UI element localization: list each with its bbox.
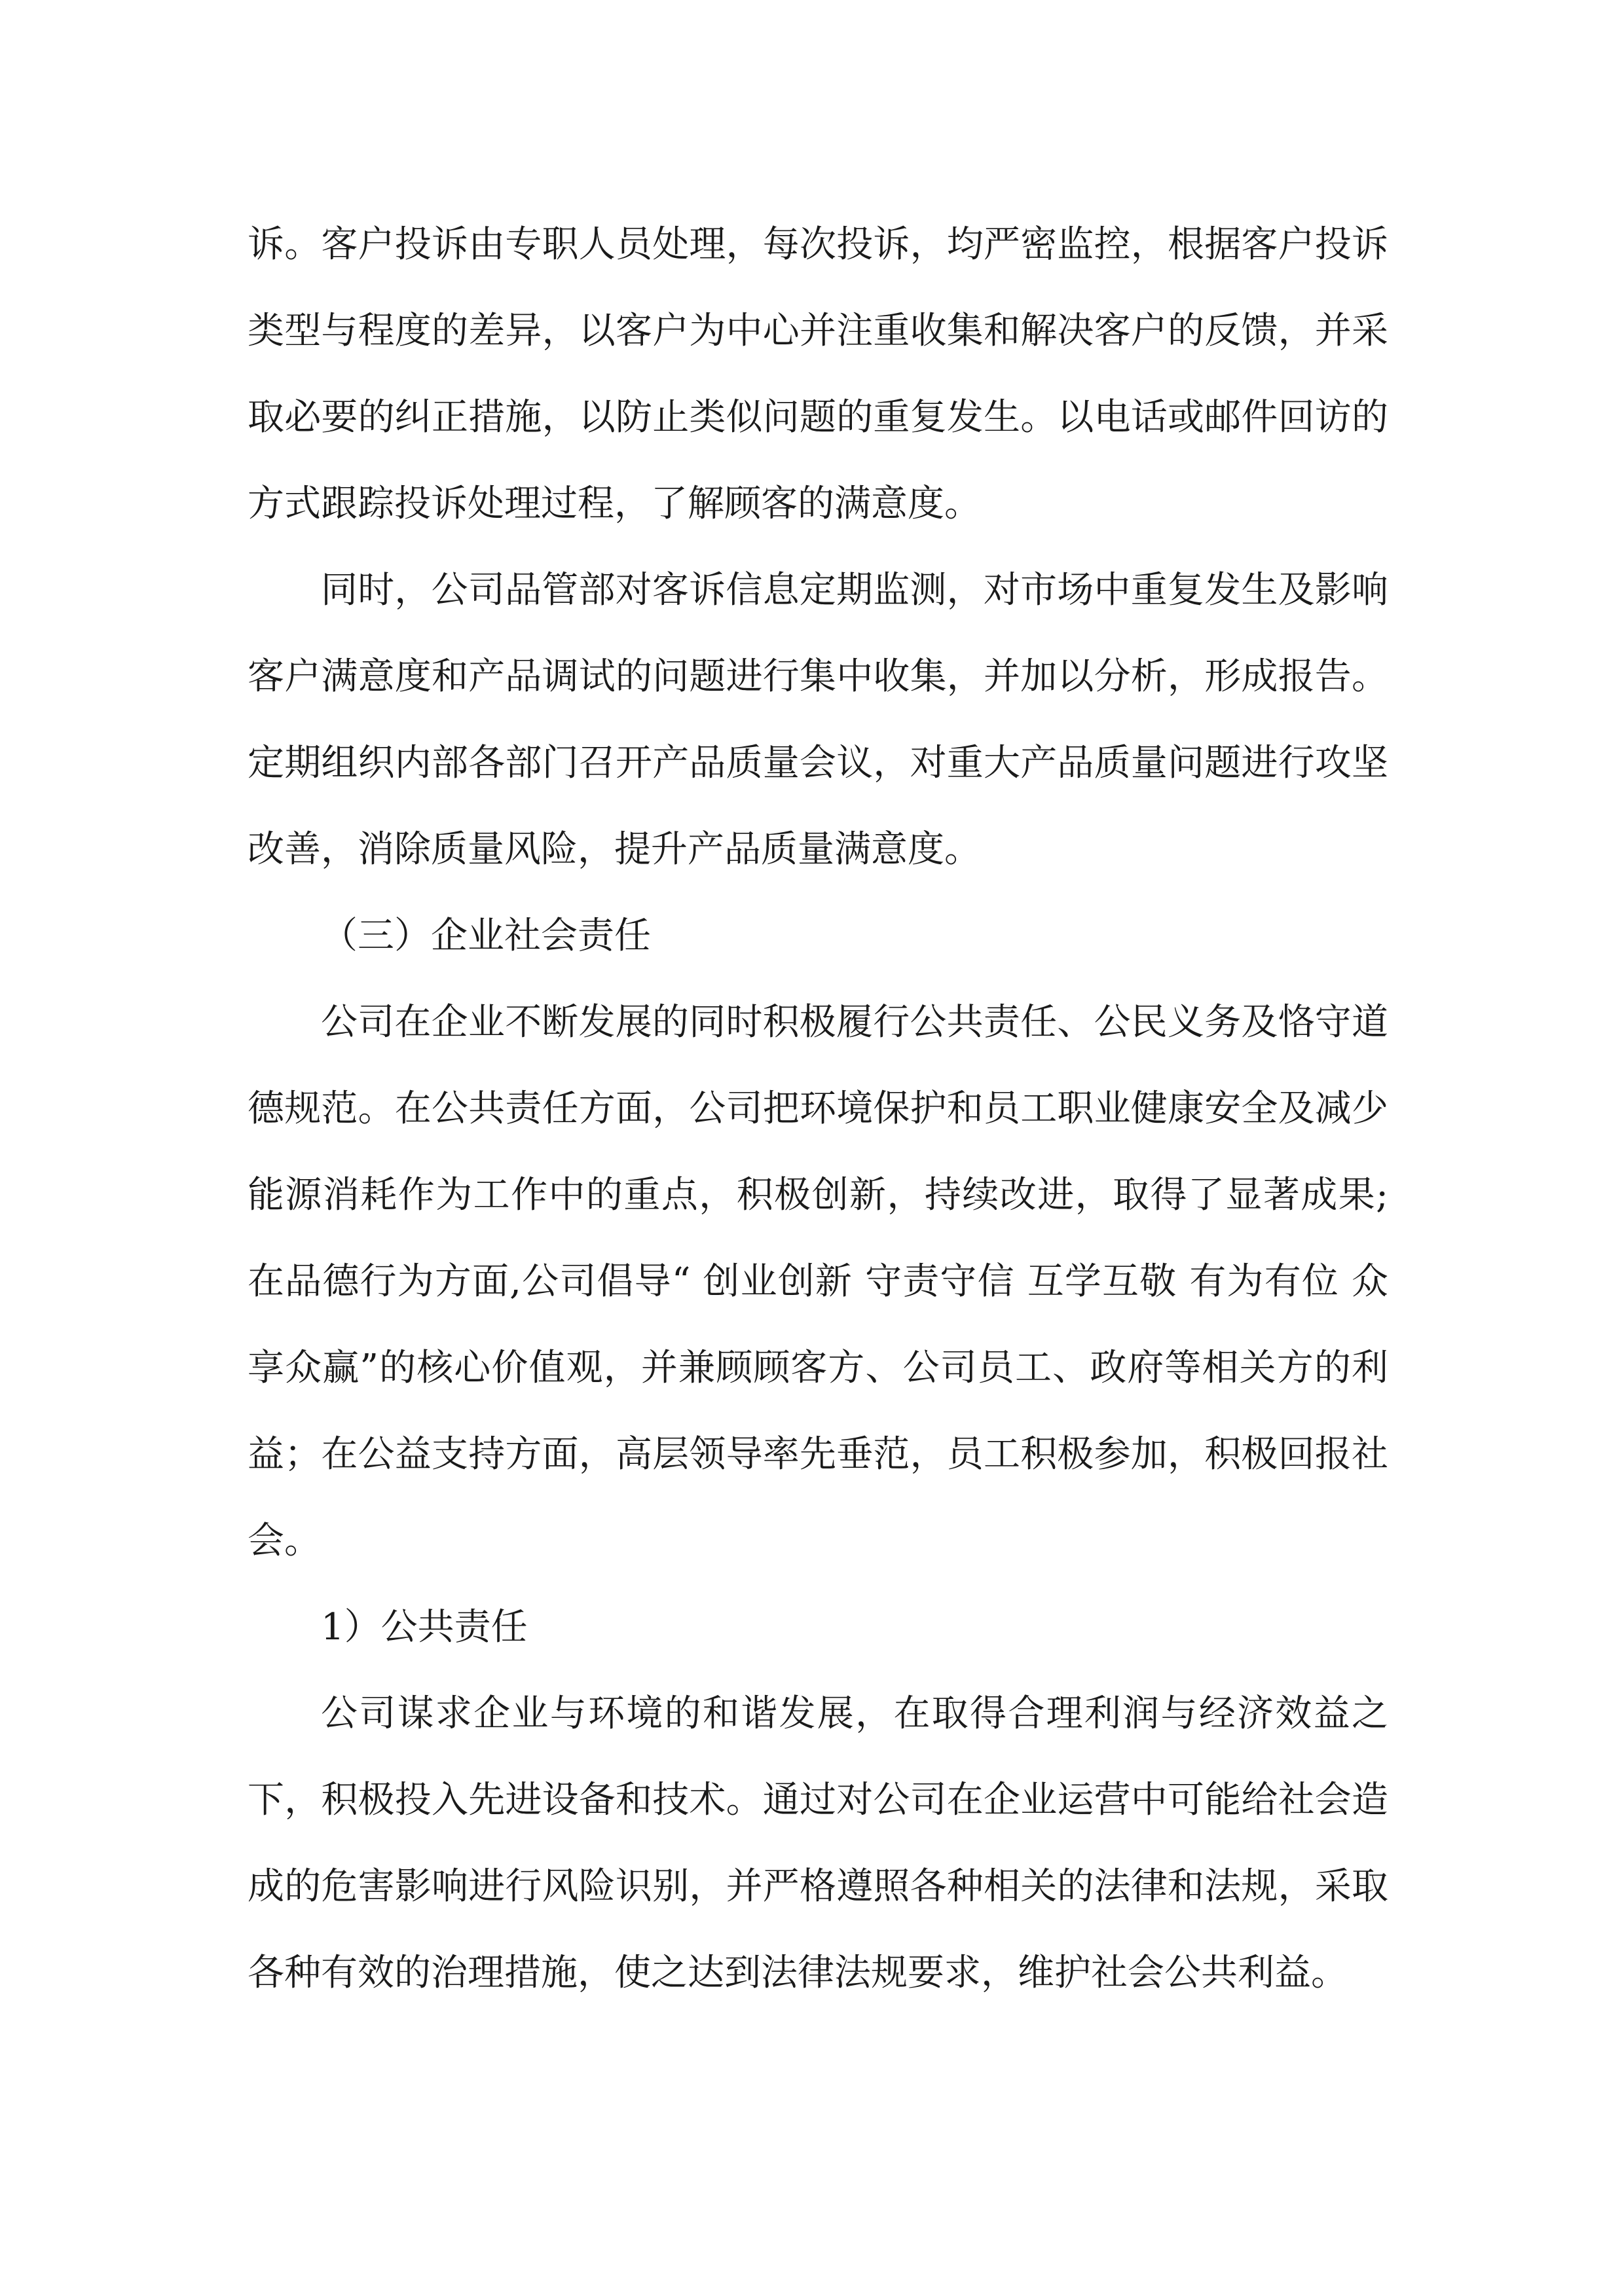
paragraph-public-responsibility: 公司谋求企业与环境的和谐发展，在取得合理利润与经济效益之下，积极投入先进设备和技术。通过对公司在企业运营中可能给社会造成的危害影响进行风险识别，并严格遵照各种相关的法律和法规，采取各种有效的治理措施，使之达到法律法规要求，维护社会公共利益。 — [248, 1692, 1388, 1994]
document-body — [248, 202, 1388, 2016]
paragraph-quality-monitoring: 同时，公司品管部对客诉信息定期监测，对市场中重复发生及影响客户满意度和产品调试的问题进行集中收集，并加以分析，形成报告。定期组织内部各部门召开产品质量会议，对重大产品质量问题进行攻坚改善，消除质量风险，提升产品质量满意度。 — [248, 569, 1388, 871]
paragraph-social-responsibility: 公司在企业不断发展的同时积极履行公共责任、公民义务及恪守道德规范。在公共责任方面，公司把环境保护和员工职业健康安全及减少能源消耗作为工作中的重点，积极创新，持续改进，取得了显著成果;在品德行为方面,公司倡导“ 创业创新 守责守信 互学互敬 有为有位 众享众赢”的核心价值观，并兼顾顾客方、公司员工、政府等相关方的利益；在公益支持方面，高层领导率先垂范，员工积极参加，积极回报社会。 — [248, 1001, 1388, 1562]
paragraph-complaint-handling: 诉。客户投诉由专职人员处理，每次投诉，均严密监控，根据客户投诉类型与程度的差异，以客户为中心并注重收集和解决客户的反馈，并采取必要的纠正措施，以防止类似问题的重复发生。以电话或邮件回访的方式跟踪投诉处理过程，了解顾客的满意度。 — [248, 223, 1388, 525]
section-heading-social-responsibility: （三）企业社会责任 — [321, 915, 651, 957]
subheading-public-responsibility: 1）公共责任 — [321, 1606, 528, 1649]
